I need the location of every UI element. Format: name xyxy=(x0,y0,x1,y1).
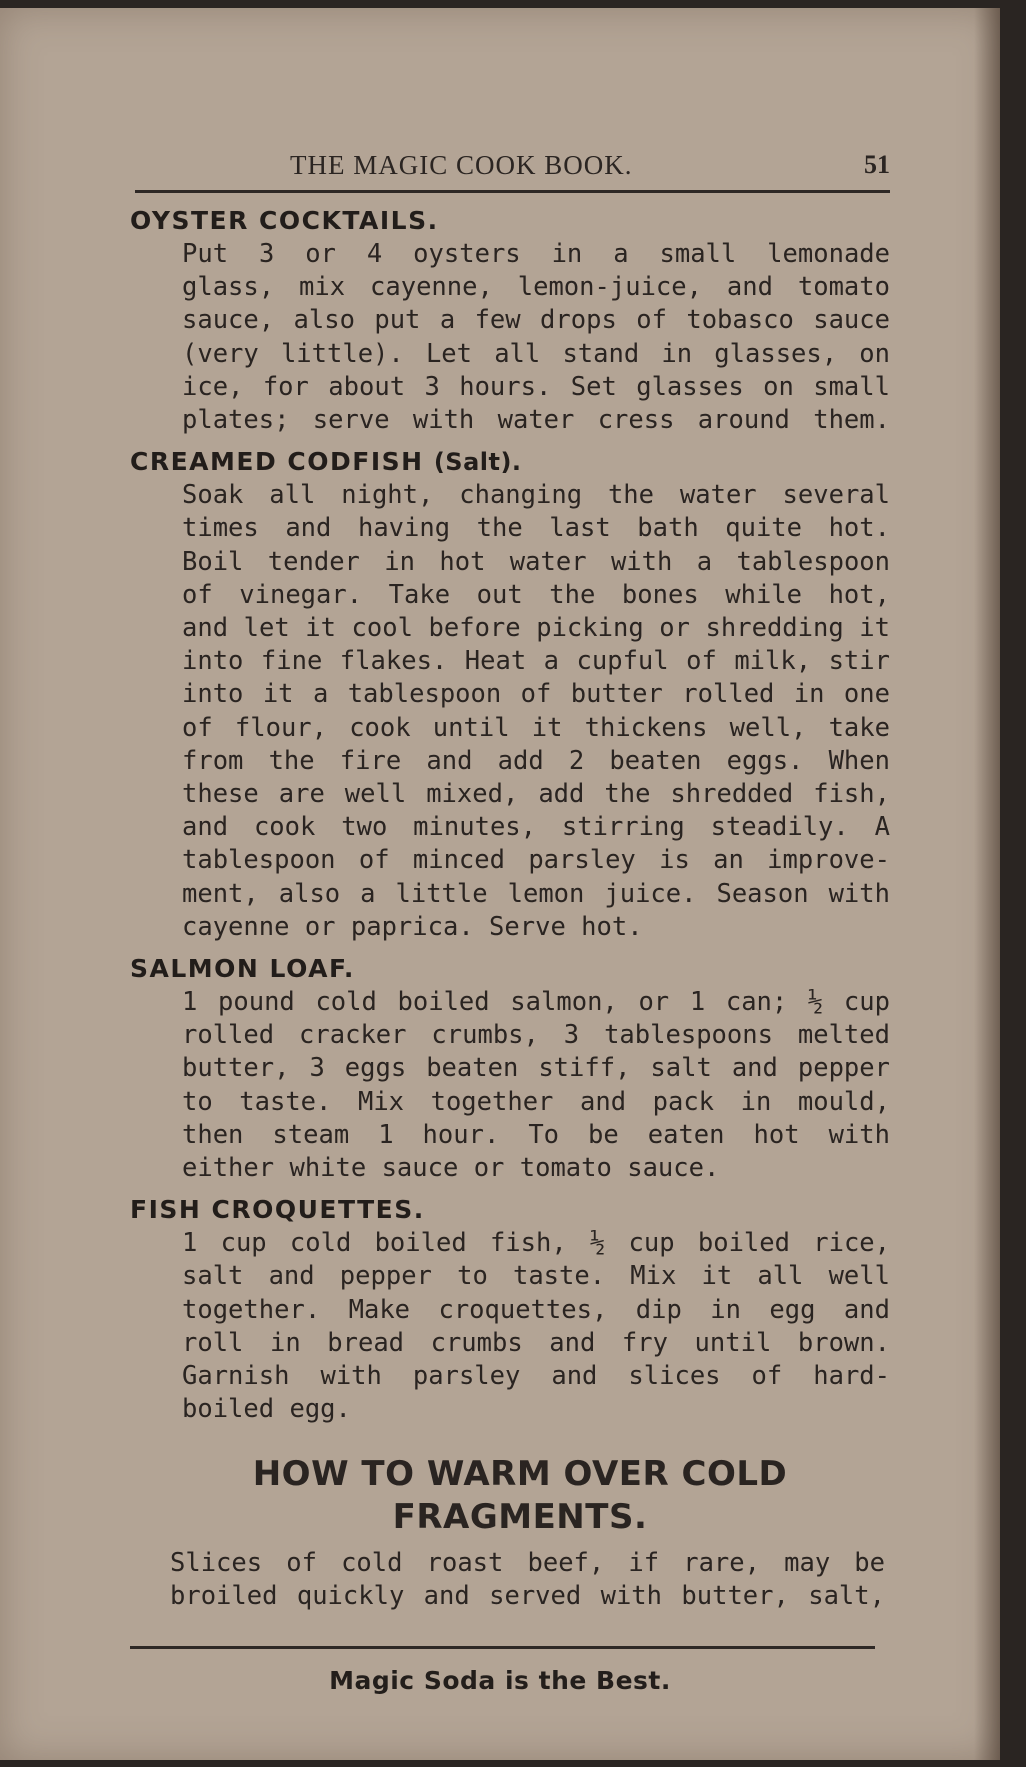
text-line: glass, mix cayenne, lemon-juice, and tomato xyxy=(182,272,890,303)
text-line: (very little). Let all stand in glasses, on xyxy=(182,338,890,369)
text-line: of vinegar. Take out the bones while hot, xyxy=(182,579,890,610)
text-line: ice, for about 3 hours. Set glasses on small xyxy=(182,371,890,402)
text-line: plates; serve with water cress around them. xyxy=(182,405,890,436)
text-line: Put 3 or 4 oysters in a small lemonade xyxy=(182,239,890,269)
running-title: THE MAGIC COOK BOOK. xyxy=(290,150,633,180)
recipe-oyster-cocktails xyxy=(130,204,898,437)
section-heading xyxy=(130,1453,910,1539)
text-line: broiled quickly and served with butter, salt, xyxy=(170,1580,885,1611)
text-line: tablespoon of minced parsley is an improve- xyxy=(182,845,890,876)
text-line: and cook two minutes, stirring steadily. A xyxy=(182,812,890,843)
recipe-title: OYSTER COCKTAILS. xyxy=(130,206,439,235)
text-line: ment, also a little lemon juice. Season with xyxy=(182,878,890,909)
recipe-salmon-loaf xyxy=(130,952,898,1185)
recipe-body xyxy=(182,238,890,437)
text-line: boiled egg. xyxy=(182,1394,351,1425)
page-edge-shadow xyxy=(974,8,1000,1760)
book-page xyxy=(0,8,1000,1760)
recipe-title-sub: (Salt). xyxy=(433,448,522,477)
text-line: then steam 1 hour. To be eaten hot with xyxy=(182,1119,890,1150)
section-body xyxy=(170,1547,885,1613)
text-line: either white sauce or tomato sauce. xyxy=(182,1153,720,1184)
text-line: together. Make croquettes, dip in egg and xyxy=(182,1294,890,1325)
recipe-creamed-codfish xyxy=(130,445,898,944)
text-line: and let it cool before picking or shredding it xyxy=(182,613,890,644)
text-line: to taste. Mix together and pack in mould, xyxy=(182,1086,890,1117)
text-line: cayenne or paprica. Serve hot. xyxy=(182,911,643,942)
text-line: these are well mixed, add the shredded fish, xyxy=(182,779,890,810)
text-line: Soak all night, changing the water several xyxy=(182,480,890,511)
text-line: into fine flakes. Heat a cupful of milk, stir xyxy=(182,646,890,677)
text-line: roll in bread crumbs and fry until brown. xyxy=(182,1327,890,1358)
recipe-body xyxy=(182,479,890,944)
footer-slogan: Magic Soda is the Best. xyxy=(329,1666,671,1695)
text-line: of flour, cook until it thickens well, take xyxy=(182,712,890,743)
page-header xyxy=(135,150,890,190)
page-content xyxy=(130,204,898,1613)
text-line: rolled cracker crumbs, 3 tablespoons melted xyxy=(182,1020,890,1051)
text-line: from the fire and add 2 beaten eggs. When xyxy=(182,745,890,776)
recipe-title-main: CREAMED CODFISH xyxy=(130,447,424,477)
text-line: 1 cup cold boiled fish, ½ cup boiled rice, xyxy=(182,1228,890,1259)
recipe-title xyxy=(130,445,898,479)
text-line: into it a tablespoon of butter rolled in one xyxy=(182,679,890,710)
recipe-body xyxy=(182,986,890,1185)
footer-rule xyxy=(130,1646,875,1649)
recipe-body xyxy=(182,1227,890,1426)
section-heading-line: FRAGMENTS. xyxy=(392,1496,648,1537)
header-rule xyxy=(135,190,890,193)
page-number: 51 xyxy=(864,150,890,179)
text-line: 1 pound cold boiled salmon, or 1 can; ½ cup xyxy=(182,987,890,1018)
text-line: Garnish with parsley and slices of hard- xyxy=(182,1361,890,1392)
recipe-title: FISH CROQUETTES. xyxy=(130,1195,425,1225)
text-line: times and having the last bath quite hot. xyxy=(182,513,890,544)
text-line: salt and pepper to taste. Mix it all well xyxy=(182,1261,890,1292)
text-line: butter, 3 eggs beaten stiff, salt and pepper xyxy=(182,1053,890,1084)
text-line: Slices of cold roast beef, if rare, may be xyxy=(170,1547,885,1578)
text-line: Boil tender in hot water with a tablespoon xyxy=(182,546,890,577)
section-warm-over-fragments xyxy=(130,1453,898,1613)
section-heading-line: HOW TO WARM OVER COLD xyxy=(252,1453,788,1494)
recipe-title: SALMON LOAF. xyxy=(130,954,355,984)
recipe-fish-croquettes xyxy=(130,1193,898,1426)
text-line: sauce, also put a few drops of tobasco sauce xyxy=(182,305,890,336)
